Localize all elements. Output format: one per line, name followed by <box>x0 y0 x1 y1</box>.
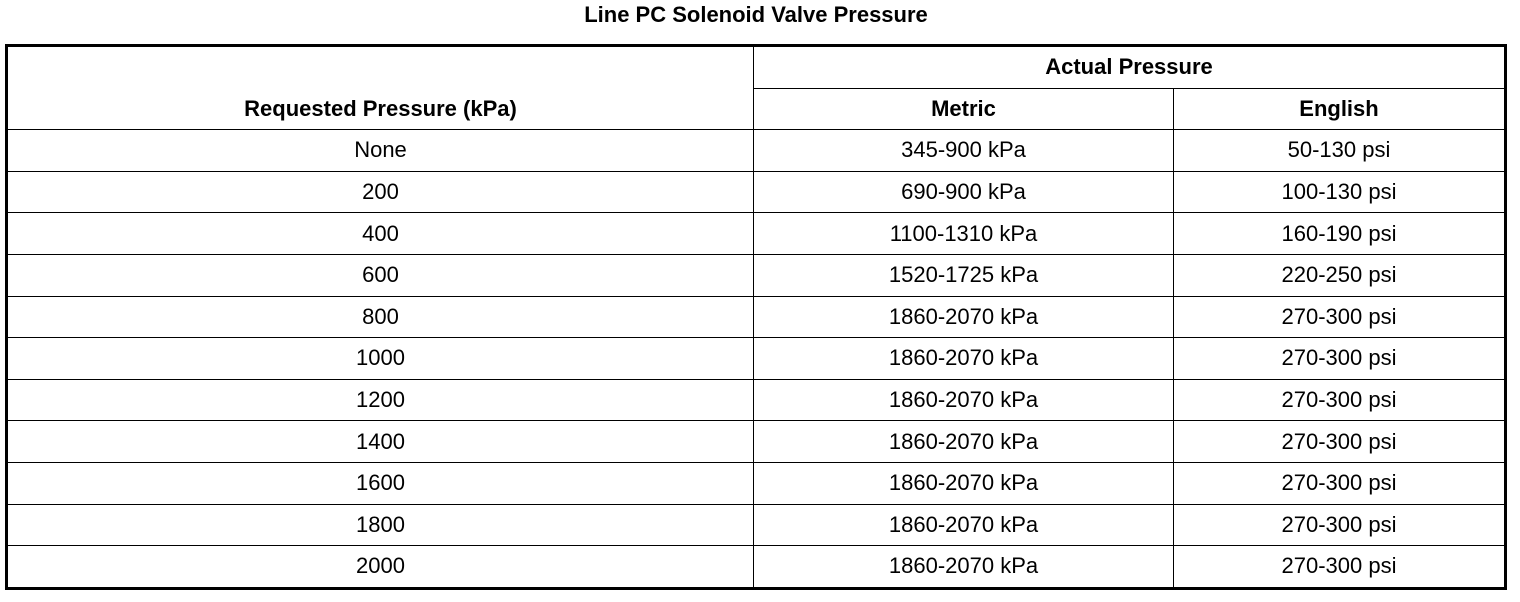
cell-english-pressure: 270-300 psi <box>1174 546 1506 589</box>
cell-requested-pressure: None <box>7 130 754 172</box>
table-row <box>7 379 1506 421</box>
cell-metric-pressure: 1100-1310 kPa <box>754 213 1174 255</box>
table-row <box>7 130 1506 172</box>
cell-requested-pressure: 400 <box>7 213 754 255</box>
table-title: Line PC Solenoid Valve Pressure <box>584 2 928 27</box>
cell-english-pressure: 270-300 psi <box>1174 504 1506 546</box>
cell-requested-pressure: 200 <box>7 171 754 213</box>
cell-metric-pressure: 1860-2070 kPa <box>754 379 1174 421</box>
cell-requested-pressure: 2000 <box>7 546 754 589</box>
cell-english-pressure: 270-300 psi <box>1174 462 1506 504</box>
header-metric: Metric <box>754 88 1174 130</box>
cell-english-pressure: 270-300 psi <box>1174 296 1506 338</box>
header-english: English <box>1174 88 1506 130</box>
cell-metric-pressure: 690-900 kPa <box>754 171 1174 213</box>
cell-requested-pressure: 1400 <box>7 421 754 463</box>
cell-metric-pressure: 1860-2070 kPa <box>754 421 1174 463</box>
cell-metric-pressure: 1860-2070 kPa <box>754 462 1174 504</box>
table-row <box>7 171 1506 213</box>
cell-metric-pressure: 1520-1725 kPa <box>754 254 1174 296</box>
pressure-table <box>5 44 1507 590</box>
table-row <box>7 504 1506 546</box>
cell-requested-pressure: 1600 <box>7 462 754 504</box>
table-header <box>7 46 1506 130</box>
table-row <box>7 462 1506 504</box>
cell-metric-pressure: 1860-2070 kPa <box>754 546 1174 589</box>
cell-metric-pressure: 1860-2070 kPa <box>754 296 1174 338</box>
table-row <box>7 546 1506 589</box>
header-actual-pressure: Actual Pressure <box>754 46 1506 89</box>
table-row <box>7 421 1506 463</box>
table-row <box>7 254 1506 296</box>
table-row <box>7 213 1506 255</box>
cell-english-pressure: 270-300 psi <box>1174 338 1506 380</box>
cell-metric-pressure: 1860-2070 kPa <box>754 504 1174 546</box>
header-row-top <box>7 46 1506 89</box>
cell-english-pressure: 160-190 psi <box>1174 213 1506 255</box>
cell-requested-pressure: 600 <box>7 254 754 296</box>
cell-english-pressure: 220-250 psi <box>1174 254 1506 296</box>
cell-english-pressure: 270-300 psi <box>1174 421 1506 463</box>
table-body <box>7 130 1506 589</box>
table-row <box>7 296 1506 338</box>
cell-metric-pressure: 1860-2070 kPa <box>754 338 1174 380</box>
cell-requested-pressure: 1000 <box>7 338 754 380</box>
cell-requested-pressure: 800 <box>7 296 754 338</box>
cell-english-pressure: 100-130 psi <box>1174 171 1506 213</box>
table-row <box>7 338 1506 380</box>
cell-english-pressure: 270-300 psi <box>1174 379 1506 421</box>
cell-english-pressure: 50-130 psi <box>1174 130 1506 172</box>
cell-requested-pressure: 1200 <box>7 379 754 421</box>
cell-requested-pressure: 1800 <box>7 504 754 546</box>
header-requested-pressure: Requested Pressure (kPa) <box>7 46 754 130</box>
cell-metric-pressure: 345-900 kPa <box>754 130 1174 172</box>
